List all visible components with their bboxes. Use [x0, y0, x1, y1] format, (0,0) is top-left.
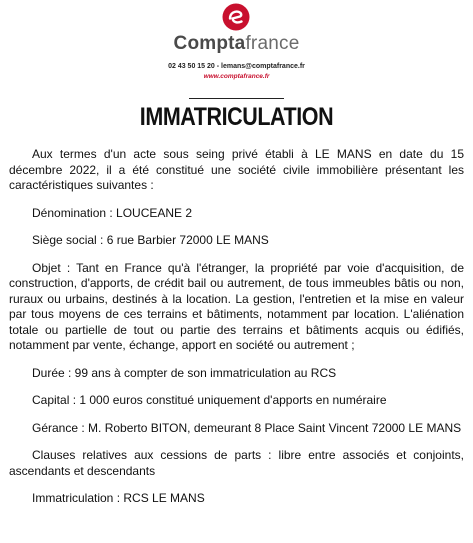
- header-divider: [189, 98, 284, 99]
- management-paragraph: Gérance : M. Roberto BITON, demeurant 8 Place Saint Vincent 72000 LE MANS: [32, 420, 462, 435]
- contact-line: 02 43 50 15 20 - lemans@comptafrance.fr: [168, 63, 305, 70]
- brand-name: [0, 33, 473, 55]
- registration-paragraph: Immatriculation : RCS LE MANS: [32, 491, 205, 505]
- website-link[interactable]: www.comptafrance.fr: [203, 73, 270, 80]
- object-paragraph: Objet : Tant en France qu'à l'étranger, la propriété par voie d'acquisition, de construction, d'apports, de crédit bail ou autrement, de tous immeubles bâtis ou non, ruraux ou urbains, destinés à la location. La gestion, l'entretien et la mise en valeur par tous moyens de ces terrains et bâtiments, notamment par location. L'aliénation totale ou partielle de tout ou partie des terrains et bâtiments acquis ou édifiés, notamment par vente, échange, apport en société ou autrement ;: [9, 260, 464, 352]
- notice-body: [9, 147, 464, 507]
- capital-paragraph: Capital : 1 000 euros constitué uniquement d'apports en numéraire: [32, 393, 387, 407]
- brand-bold: Compta: [173, 33, 246, 54]
- duration-paragraph: Durée : 99 ans à compter de son immatriculation au RCS: [32, 365, 337, 380]
- e-circle-logo-icon: [222, 3, 250, 31]
- notice-title: IMMATRICULATION: [139, 103, 334, 131]
- brand-light: france: [245, 33, 300, 54]
- intro-paragraph: Aux termes d'un acte sous seing privé établi à LE MANS en date du 15 décembre 2022, il a été constitué une société civile immobilière présentant les caractéristiques suivantes :: [9, 147, 464, 192]
- denomination-paragraph: Dénomination : LOUCEANE 2: [32, 205, 193, 220]
- registered-office-paragraph: Siège social : 6 rue Barbier 72000 LE MANS: [32, 233, 269, 247]
- share-transfer-paragraph: Clauses relatives aux cessions de parts : libre entre associés et conjoints, ascendants et descendants: [9, 448, 464, 478]
